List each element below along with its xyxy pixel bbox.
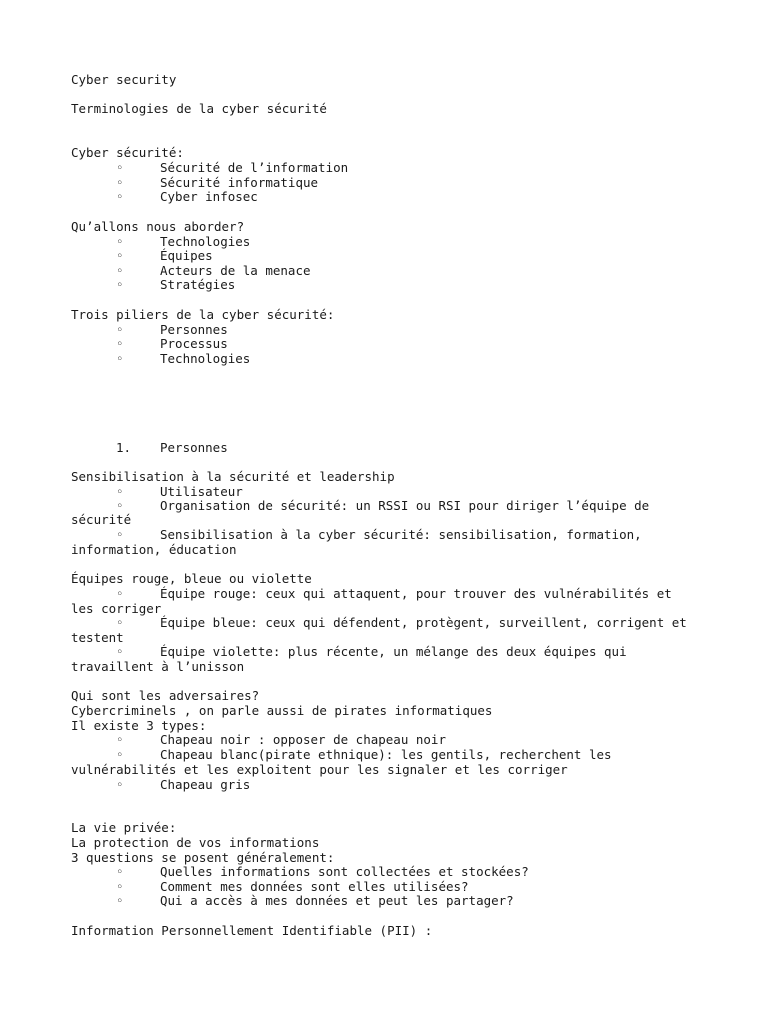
list-item: Sécurité de l’information: [160, 160, 349, 175]
list-item: Personnes: [160, 322, 228, 337]
section-heading-cyber-securite: Cyber sécurité:: [71, 145, 184, 160]
bullet-icon: ◦: [116, 615, 124, 630]
section-heading-sensibilisation: Sensibilisation à la sécurité et leadership: [71, 469, 395, 484]
bullet-icon: ◦: [116, 527, 124, 542]
bullet-icon: ◦: [116, 277, 124, 292]
bullet-icon: ◦: [116, 189, 124, 204]
list-item: Acteurs de la menace: [160, 263, 311, 278]
list-item: Comment mes données sont elles utilisées?: [160, 879, 469, 894]
section-heading-aborder: Qu’allons nous aborder?: [71, 219, 245, 234]
list-item: Organisation de sécurité: un RSSI ou RSI pour diriger l’équipe de: [160, 498, 650, 513]
numbered-heading: Personnes: [160, 440, 228, 455]
bullet-icon: ◦: [116, 351, 124, 366]
list-item: Chapeau blanc(pirate ethnique): les gentils, recherchent les: [160, 747, 612, 762]
list-item: Équipes: [160, 248, 213, 263]
list-item: Chapeau noir : opposer de chapeau noir: [160, 732, 446, 747]
paragraph-line: Il existe 3 types:: [71, 718, 207, 733]
list-item: Sécurité informatique: [160, 175, 319, 190]
bullet-icon: ◦: [116, 747, 124, 762]
list-item: Technologies: [160, 234, 251, 249]
list-item: Cyber infosec: [160, 189, 258, 204]
list-item: Qui a accès à mes données et peut les partager?: [160, 893, 514, 908]
list-item-continuation: travaillent à l’unisson: [71, 659, 245, 674]
bullet-icon: ◦: [116, 263, 124, 278]
bullet-icon: ◦: [116, 586, 124, 601]
list-item: Équipe bleue: ceux qui défendent, protègent, surveillent, corrigent et: [160, 615, 687, 630]
list-item: Technologies: [160, 351, 251, 366]
list-item: Processus: [160, 336, 228, 351]
list-item: Stratégies: [160, 277, 236, 292]
bullet-icon: ◦: [116, 234, 124, 249]
bullet-icon: ◦: [116, 322, 124, 337]
list-item-continuation: testent: [71, 630, 124, 645]
list-item: Sensibilisation à la cyber sécurité: sensibilisation, formation,: [160, 527, 642, 542]
paragraph-line: 3 questions se posent généralement:: [71, 850, 335, 865]
list-item-continuation: vulnérabilités et les exploitent pour les signaler et les corriger: [71, 762, 568, 777]
section-heading-vie-privee: La vie privée:: [71, 820, 177, 835]
list-item: Quelles informations sont collectées et stockées?: [160, 864, 529, 879]
list-item: Équipe rouge: ceux qui attaquent, pour trouver des vulnérabilités et: [160, 586, 672, 601]
bullet-icon: ◦: [116, 864, 124, 879]
list-item: Chapeau gris: [160, 777, 251, 792]
bullet-icon: ◦: [116, 175, 124, 190]
bullet-icon: ◦: [116, 248, 124, 263]
bullet-icon: ◦: [116, 879, 124, 894]
doc-subtitle: Terminologies de la cyber sécurité: [71, 101, 327, 116]
bullet-icon: ◦: [116, 893, 124, 908]
section-heading-equipes: Équipes rouge, bleue ou violette: [71, 571, 312, 586]
doc-title: Cyber security: [71, 72, 177, 87]
paragraph-line: La protection de vos informations: [71, 835, 320, 850]
section-heading-adversaires: Qui sont les adversaires?: [71, 688, 260, 703]
numbered-marker: 1.: [116, 440, 132, 455]
list-item-continuation: information, éducation: [71, 542, 237, 557]
list-item: Utilisateur: [160, 484, 243, 499]
list-item-continuation: les corriger: [71, 601, 162, 616]
bullet-icon: ◦: [116, 732, 124, 747]
bullet-icon: ◦: [116, 484, 124, 499]
list-item-continuation: sécurité: [71, 512, 132, 527]
bullet-icon: ◦: [116, 498, 124, 513]
bullet-icon: ◦: [116, 160, 124, 175]
section-heading-piliers: Trois piliers de la cyber sécurité:: [71, 307, 335, 322]
bullet-icon: ◦: [116, 644, 124, 659]
list-item: Équipe violette: plus récente, un mélange des deux équipes qui: [160, 644, 627, 659]
bullet-icon: ◦: [116, 777, 124, 792]
bullet-icon: ◦: [116, 336, 124, 351]
paragraph-line: Cybercriminels , on parle aussi de pirates informatiques: [71, 703, 493, 718]
section-heading-pii: Information Personnellement Identifiable (PII) :: [71, 923, 433, 938]
